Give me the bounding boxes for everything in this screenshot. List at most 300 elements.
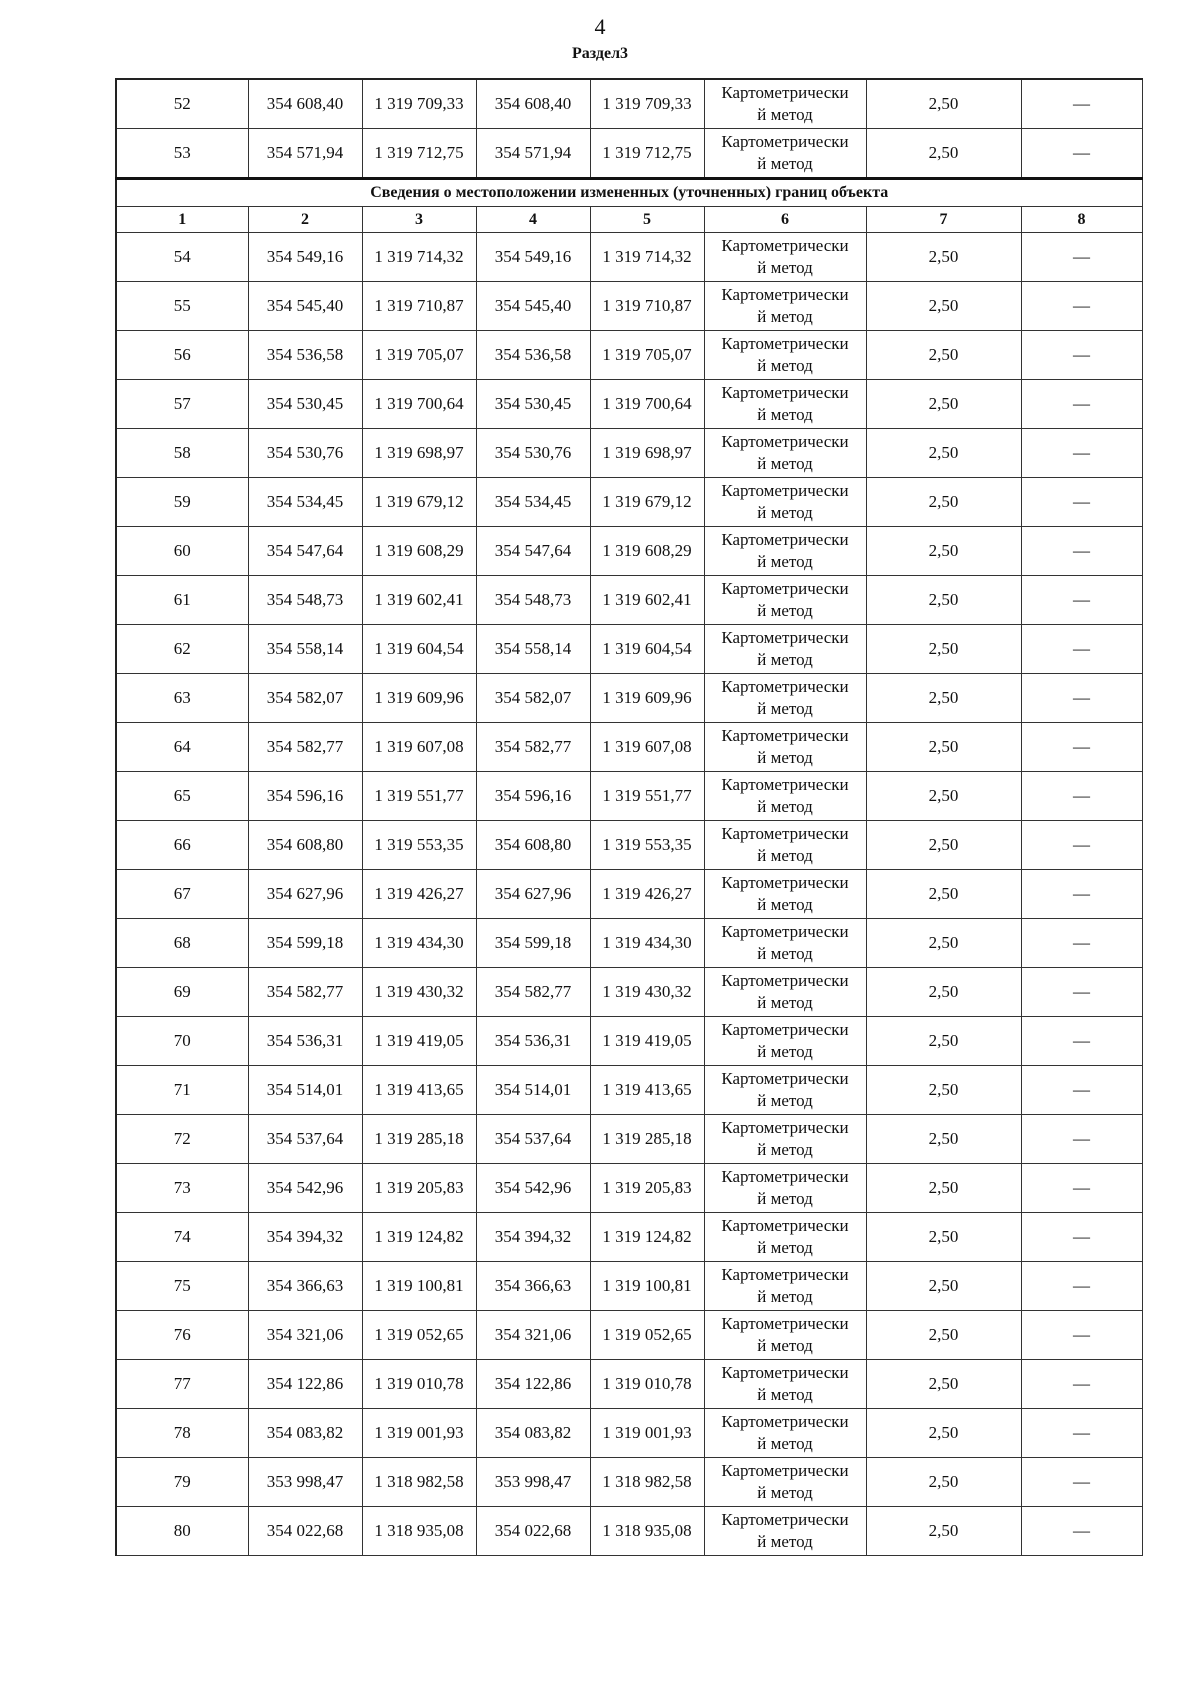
table-row [116,625,1142,674]
method-text: й метод [757,1042,813,1061]
accuracy-cell: 2,50 [866,380,1021,429]
x-refined-cell: 354 549,16 [476,233,590,282]
y-refined-cell: 1 319 698,97 [590,429,704,478]
accuracy-cell: 2,50 [866,1409,1021,1458]
point-number-cell: 56 [116,331,248,380]
accuracy-cell: 2,50 [866,625,1021,674]
y-refined-cell: 1 319 714,32 [590,233,704,282]
method-text: Картометрически [721,579,849,598]
table-row [116,129,1142,179]
x-existing-cell: 354 122,86 [248,1360,362,1409]
point-number-cell: 68 [116,919,248,968]
accuracy-cell: 2,50 [866,968,1021,1017]
y-refined-cell: 1 319 712,75 [590,129,704,179]
x-existing-cell: 354 022,68 [248,1507,362,1556]
y-existing-cell: 1 319 413,65 [362,1066,476,1115]
y-existing-cell: 1 319 609,96 [362,674,476,723]
y-existing-cell: 1 319 052,65 [362,1311,476,1360]
accuracy-cell: 2,50 [866,576,1021,625]
column-number: 3 [362,207,476,233]
method-text: й метод [757,1385,813,1404]
method-text: Картометрически [721,83,849,102]
table-row [116,429,1142,478]
x-existing-cell: 354 582,77 [248,968,362,1017]
y-refined-cell: 1 319 607,08 [590,723,704,772]
method-text: Картометрически [721,1167,849,1186]
table-row [116,331,1142,380]
method-text: й метод [757,1287,813,1306]
point-number-cell: 62 [116,625,248,674]
method-text: Картометрически [721,1510,849,1529]
x-existing-cell: 354 530,45 [248,380,362,429]
note-cell: — [1021,1458,1142,1507]
note-cell: — [1021,1360,1142,1409]
x-existing-cell: 354 542,96 [248,1164,362,1213]
y-existing-cell: 1 319 714,32 [362,233,476,282]
accuracy-cell: 2,50 [866,1164,1021,1213]
rows-before-section [116,79,1142,179]
method-text: й метод [757,601,813,620]
table-row [116,380,1142,429]
x-existing-cell: 354 548,73 [248,576,362,625]
method-cell [704,282,866,331]
x-existing-cell: 354 547,64 [248,527,362,576]
x-refined-cell: 354 596,16 [476,772,590,821]
column-number: 2 [248,207,362,233]
y-existing-cell: 1 319 679,12 [362,478,476,527]
y-refined-cell: 1 319 124,82 [590,1213,704,1262]
method-text: Картометрически [721,1412,849,1431]
x-existing-cell: 354 366,63 [248,1262,362,1311]
method-cell [704,919,866,968]
note-cell: — [1021,1409,1142,1458]
y-refined-cell: 1 319 602,41 [590,576,704,625]
x-existing-cell: 354 321,06 [248,1311,362,1360]
point-number-cell: 61 [116,576,248,625]
method-cell [704,527,866,576]
x-refined-cell: 354 582,77 [476,968,590,1017]
method-cell [704,1507,866,1556]
y-refined-cell: 1 319 700,64 [590,380,704,429]
x-existing-cell: 354 608,40 [248,79,362,129]
x-refined-cell: 354 083,82 [476,1409,590,1458]
method-text: й метод [757,154,813,173]
method-text: й метод [757,699,813,718]
method-text: Картометрически [721,285,849,304]
point-number-cell: 67 [116,870,248,919]
method-cell [704,129,866,179]
note-cell: — [1021,478,1142,527]
method-text: й метод [757,1091,813,1110]
x-refined-cell: 354 571,94 [476,129,590,179]
method-cell [704,1409,866,1458]
point-number-cell: 52 [116,79,248,129]
note-cell: — [1021,1066,1142,1115]
x-refined-cell: 354 536,31 [476,1017,590,1066]
x-existing-cell: 354 627,96 [248,870,362,919]
method-text: Картометрически [721,1363,849,1382]
method-text: й метод [757,1532,813,1551]
accuracy-cell: 2,50 [866,1017,1021,1066]
note-cell: — [1021,380,1142,429]
method-cell [704,772,866,821]
y-refined-cell: 1 319 709,33 [590,79,704,129]
y-existing-cell: 1 319 602,41 [362,576,476,625]
table-row [116,1213,1142,1262]
method-text: Картометрически [721,1118,849,1137]
y-refined-cell: 1 319 419,05 [590,1017,704,1066]
method-cell [704,478,866,527]
column-number: 1 [116,207,248,233]
point-number-cell: 71 [116,1066,248,1115]
note-cell: — [1021,331,1142,380]
x-refined-cell: 354 514,01 [476,1066,590,1115]
y-refined-cell: 1 319 609,96 [590,674,704,723]
note-cell: — [1021,429,1142,478]
x-refined-cell: 353 998,47 [476,1458,590,1507]
method-text: й метод [757,650,813,669]
coordinates-table [115,78,1143,1556]
method-text: Картометрически [721,236,849,255]
accuracy-cell: 2,50 [866,919,1021,968]
method-text: Картометрически [721,775,849,794]
method-cell [704,1115,866,1164]
table-row [116,968,1142,1017]
column-number: 4 [476,207,590,233]
table-row [116,478,1142,527]
y-refined-cell: 1 319 705,07 [590,331,704,380]
column-numbers-row [116,207,1142,233]
y-existing-cell: 1 319 010,78 [362,1360,476,1409]
accuracy-cell: 2,50 [866,129,1021,179]
table-row [116,233,1142,282]
accuracy-cell: 2,50 [866,1507,1021,1556]
section-banner-row [116,179,1142,207]
x-refined-cell: 354 366,63 [476,1262,590,1311]
accuracy-cell: 2,50 [866,723,1021,772]
y-refined-cell: 1 319 553,35 [590,821,704,870]
section-banner: Сведения о местоположении измененных (уточненных) границ объекта [116,179,1142,207]
method-text: Картометрически [721,132,849,151]
y-existing-cell: 1 319 001,93 [362,1409,476,1458]
x-refined-cell: 354 548,73 [476,576,590,625]
accuracy-cell: 2,50 [866,870,1021,919]
note-cell: — [1021,1262,1142,1311]
accuracy-cell: 2,50 [866,233,1021,282]
method-cell [704,1262,866,1311]
y-existing-cell: 1 319 434,30 [362,919,476,968]
method-text: й метод [757,405,813,424]
section-title: Раздел3 [571,45,629,62]
method-text: й метод [757,552,813,571]
note-cell: — [1021,1507,1142,1556]
method-text: й метод [757,797,813,816]
point-number-cell: 64 [116,723,248,772]
x-refined-cell: 354 321,06 [476,1311,590,1360]
note-cell: — [1021,79,1142,129]
method-text: й метод [757,1434,813,1453]
rows-after-section [116,233,1142,1556]
y-existing-cell: 1 319 607,08 [362,723,476,772]
accuracy-cell: 2,50 [866,1458,1021,1507]
table-row [116,919,1142,968]
y-existing-cell: 1 319 426,27 [362,870,476,919]
method-text: Картометрически [721,922,849,941]
column-number: 6 [704,207,866,233]
note-cell: — [1021,968,1142,1017]
note-cell: — [1021,129,1142,179]
x-existing-cell: 354 599,18 [248,919,362,968]
x-refined-cell: 354 537,64 [476,1115,590,1164]
accuracy-cell: 2,50 [866,282,1021,331]
point-number-cell: 63 [116,674,248,723]
x-existing-cell: 354 514,01 [248,1066,362,1115]
y-refined-cell: 1 319 100,81 [590,1262,704,1311]
accuracy-cell: 2,50 [866,331,1021,380]
point-number-cell: 58 [116,429,248,478]
table-row [116,870,1142,919]
accuracy-cell: 2,50 [866,527,1021,576]
x-refined-cell: 354 394,32 [476,1213,590,1262]
method-text: Картометрически [721,334,849,353]
point-number-cell: 78 [116,1409,248,1458]
x-existing-cell: 354 571,94 [248,129,362,179]
method-text: Картометрически [721,873,849,892]
y-refined-cell: 1 318 935,08 [590,1507,704,1556]
point-number-cell: 60 [116,527,248,576]
point-number-cell: 72 [116,1115,248,1164]
note-cell: — [1021,527,1142,576]
note-cell: — [1021,282,1142,331]
x-refined-cell: 354 582,77 [476,723,590,772]
point-number-cell: 54 [116,233,248,282]
point-number-cell: 73 [116,1164,248,1213]
point-number-cell: 55 [116,282,248,331]
method-cell [704,1458,866,1507]
page-number: 4 [594,14,606,39]
note-cell: — [1021,772,1142,821]
accuracy-cell: 2,50 [866,674,1021,723]
x-refined-cell: 354 627,96 [476,870,590,919]
point-number-cell: 79 [116,1458,248,1507]
point-number-cell: 53 [116,129,248,179]
x-refined-cell: 354 558,14 [476,625,590,674]
method-cell [704,870,866,919]
method-cell [704,1164,866,1213]
x-existing-cell: 354 534,45 [248,478,362,527]
x-existing-cell: 353 998,47 [248,1458,362,1507]
method-text: Картометрически [721,1216,849,1235]
y-refined-cell: 1 319 426,27 [590,870,704,919]
y-refined-cell: 1 318 982,58 [590,1458,704,1507]
method-cell [704,674,866,723]
method-text: й метод [757,748,813,767]
y-refined-cell: 1 319 679,12 [590,478,704,527]
method-text: й метод [757,258,813,277]
x-existing-cell: 354 530,76 [248,429,362,478]
note-cell: — [1021,576,1142,625]
accuracy-cell: 2,50 [866,1115,1021,1164]
method-text: Картометрически [721,726,849,745]
y-refined-cell: 1 319 608,29 [590,527,704,576]
method-text: Картометрически [721,383,849,402]
x-refined-cell: 354 536,58 [476,331,590,380]
method-cell [704,1213,866,1262]
method-cell [704,331,866,380]
method-text: Картометрически [721,1314,849,1333]
note-cell: — [1021,1164,1142,1213]
y-existing-cell: 1 319 551,77 [362,772,476,821]
x-existing-cell: 354 582,07 [248,674,362,723]
method-text: й метод [757,846,813,865]
accuracy-cell: 2,50 [866,1360,1021,1409]
method-cell [704,576,866,625]
point-number-cell: 75 [116,1262,248,1311]
table-row [116,821,1142,870]
x-existing-cell: 354 558,14 [248,625,362,674]
method-text: й метод [757,1238,813,1257]
x-refined-cell: 354 022,68 [476,1507,590,1556]
method-text: й метод [757,356,813,375]
x-existing-cell: 354 536,31 [248,1017,362,1066]
note-cell: — [1021,233,1142,282]
method-cell [704,1311,866,1360]
y-refined-cell: 1 319 205,83 [590,1164,704,1213]
x-refined-cell: 354 582,07 [476,674,590,723]
point-number-cell: 74 [116,1213,248,1262]
method-text: Картометрически [721,628,849,647]
x-existing-cell: 354 596,16 [248,772,362,821]
note-cell: — [1021,821,1142,870]
table-row [116,79,1142,129]
point-number-cell: 57 [116,380,248,429]
note-cell: — [1021,1017,1142,1066]
method-cell [704,429,866,478]
accuracy-cell: 2,50 [866,429,1021,478]
accuracy-cell: 2,50 [866,821,1021,870]
y-existing-cell: 1 319 205,83 [362,1164,476,1213]
y-existing-cell: 1 319 709,33 [362,79,476,129]
x-refined-cell: 354 545,40 [476,282,590,331]
y-existing-cell: 1 318 982,58 [362,1458,476,1507]
method-text: й метод [757,993,813,1012]
x-refined-cell: 354 608,40 [476,79,590,129]
method-text: й метод [757,1483,813,1502]
y-refined-cell: 1 319 413,65 [590,1066,704,1115]
x-refined-cell: 354 534,45 [476,478,590,527]
method-text: Картометрически [721,677,849,696]
method-cell [704,1066,866,1115]
x-refined-cell: 354 608,80 [476,821,590,870]
table-row [116,282,1142,331]
table-row [116,1311,1142,1360]
note-cell: — [1021,919,1142,968]
note-cell: — [1021,625,1142,674]
accuracy-cell: 2,50 [866,478,1021,527]
y-refined-cell: 1 319 430,32 [590,968,704,1017]
table-row [116,1507,1142,1556]
x-existing-cell: 354 608,80 [248,821,362,870]
x-existing-cell: 354 083,82 [248,1409,362,1458]
method-text: й метод [757,454,813,473]
y-existing-cell: 1 319 608,29 [362,527,476,576]
method-text: Картометрически [721,530,849,549]
method-cell [704,821,866,870]
table-row [116,1066,1142,1115]
method-text: й метод [757,307,813,326]
accuracy-cell: 2,50 [866,1066,1021,1115]
y-existing-cell: 1 319 710,87 [362,282,476,331]
method-text: Картометрически [721,971,849,990]
table-row [116,1115,1142,1164]
y-existing-cell: 1 319 553,35 [362,821,476,870]
method-text: Картометрически [721,1069,849,1088]
note-cell: — [1021,870,1142,919]
y-refined-cell: 1 319 052,65 [590,1311,704,1360]
y-existing-cell: 1 319 124,82 [362,1213,476,1262]
method-cell [704,380,866,429]
method-cell [704,625,866,674]
accuracy-cell: 2,50 [866,1311,1021,1360]
x-refined-cell: 354 530,76 [476,429,590,478]
table-row [116,1262,1142,1311]
point-number-cell: 69 [116,968,248,1017]
point-number-cell: 65 [116,772,248,821]
method-cell [704,79,866,129]
y-existing-cell: 1 319 419,05 [362,1017,476,1066]
table-row [116,576,1142,625]
x-existing-cell: 354 582,77 [248,723,362,772]
x-existing-cell: 354 537,64 [248,1115,362,1164]
y-existing-cell: 1 319 712,75 [362,129,476,179]
point-number-cell: 76 [116,1311,248,1360]
method-cell [704,723,866,772]
method-text: й метод [757,1336,813,1355]
y-refined-cell: 1 319 710,87 [590,282,704,331]
y-refined-cell: 1 319 551,77 [590,772,704,821]
point-number-cell: 66 [116,821,248,870]
point-number-cell: 77 [116,1360,248,1409]
table-row [116,1458,1142,1507]
method-cell [704,1360,866,1409]
note-cell: — [1021,1213,1142,1262]
y-refined-cell: 1 319 434,30 [590,919,704,968]
y-existing-cell: 1 319 700,64 [362,380,476,429]
table-row [116,1409,1142,1458]
method-text: Картометрически [721,1265,849,1284]
accuracy-cell: 2,50 [866,772,1021,821]
x-refined-cell: 354 122,86 [476,1360,590,1409]
y-existing-cell: 1 318 935,08 [362,1507,476,1556]
x-existing-cell: 354 394,32 [248,1213,362,1262]
table-row [116,527,1142,576]
x-existing-cell: 354 549,16 [248,233,362,282]
note-cell: — [1021,1311,1142,1360]
method-text: й метод [757,1189,813,1208]
y-existing-cell: 1 319 698,97 [362,429,476,478]
method-cell [704,968,866,1017]
y-refined-cell: 1 319 285,18 [590,1115,704,1164]
section-header [116,179,1142,233]
method-text: Картометрически [721,1020,849,1039]
method-text: й метод [757,895,813,914]
y-existing-cell: 1 319 430,32 [362,968,476,1017]
y-existing-cell: 1 319 100,81 [362,1262,476,1311]
method-text: й метод [757,944,813,963]
method-text: й метод [757,105,813,124]
note-cell: — [1021,723,1142,772]
table-row [116,1164,1142,1213]
